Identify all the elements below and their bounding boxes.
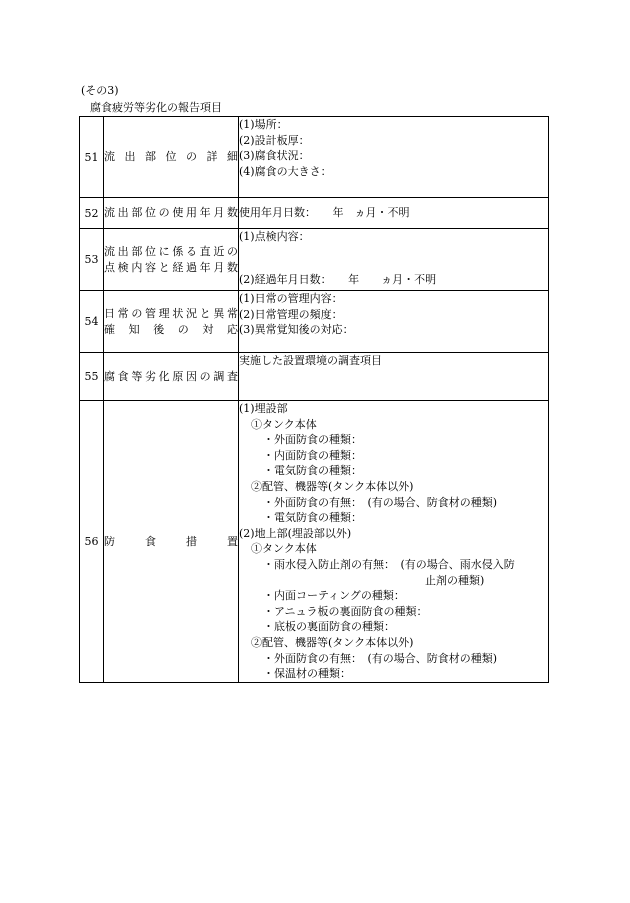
row-number: 53 [80, 229, 104, 291]
detail-line: ・外面防食の有無： (有の場合、防食材の種類) [263, 651, 498, 665]
row-item [104, 291, 239, 353]
row-details [239, 198, 549, 229]
detail-line: 止剤の種類) [425, 573, 485, 587]
row-details [239, 401, 549, 683]
row-details [239, 229, 549, 291]
detail-line: ・雨水侵入防止剤の有無： (有の場合、雨水侵入防 [263, 557, 515, 571]
detail-line: ①タンク本体 [251, 417, 317, 431]
row-details [239, 291, 549, 353]
row-details [239, 117, 549, 198]
detail-line: 使用年月日数： 年 ヵ月・不明 [239, 206, 410, 220]
detail-line: (1)日常の管理内容： [239, 292, 343, 305]
row-details [239, 353, 549, 401]
row-number: 51 [80, 117, 104, 198]
detail-line: (1)埋設部 [239, 402, 288, 415]
table-row [80, 198, 549, 229]
detail-line: (2)地上部(埋設部以外) [239, 526, 352, 540]
detail-line: ・アニュラ板の裏面防食の種類： [263, 604, 428, 618]
table-row [80, 291, 549, 353]
row-item-text: 腐食等劣化原因の調査 [104, 369, 238, 383]
detail-line: ・電気防食の種類： [263, 464, 362, 478]
detail-line: 実施した設置環境の調査項目 [239, 354, 382, 367]
detail-line: (2)経過年月日数： 年 ヵ月・不明 [239, 272, 437, 286]
detail-line: ・底板の裏面防食の種類： [263, 620, 395, 634]
detail-line: ・保温材の種類： [263, 667, 351, 681]
row-item [104, 198, 239, 229]
detail-line: (2)日常管理の頻度： [239, 307, 343, 321]
detail-line: (1)点検内容： [239, 230, 310, 243]
detail-line: ②配管、機器等(タンク本体以外) [251, 479, 414, 493]
row-item-text: 点検内容と経過年月数 [104, 260, 238, 274]
detail-line: (2)設計板厚： [239, 133, 310, 147]
detail-line: (3)異常覚知後の対応： [239, 323, 354, 337]
table-row [80, 401, 549, 683]
detail-line: (3)腐食状況： [239, 149, 310, 163]
row-number: 56 [80, 401, 104, 683]
detail-line: ①タンク本体 [251, 542, 317, 556]
row-item [104, 229, 239, 291]
detail-line: ・内面コーティングの種類： [263, 589, 405, 603]
row-item [104, 401, 239, 683]
table-row [80, 117, 549, 198]
detail-line: ・外面防食の種類： [263, 433, 362, 447]
report-items-table [79, 116, 549, 683]
row-item [104, 117, 239, 198]
row-item [104, 353, 239, 401]
row-item-text: 確 知 後 の 対 応 [104, 322, 238, 336]
row-number: 52 [80, 198, 104, 229]
table-row [80, 229, 549, 291]
report-heading: 腐食疲労等劣化の報告項目 [90, 101, 222, 114]
detail-line: ・内面防食の種類： [263, 448, 362, 462]
detail-line: (4)腐食の大きさ： [239, 164, 332, 178]
row-item-text: 防 食 措 置 [104, 534, 238, 548]
detail-line: (1)場所： [239, 118, 288, 131]
page-section-label: (その3) [81, 84, 119, 97]
table-row [80, 353, 549, 401]
row-item-text: 流出部位に係る直近の [104, 244, 238, 258]
detail-line: ・電気防食の種類： [263, 511, 362, 525]
row-item-text: 流 出 部 位 の 詳 細 [104, 150, 238, 164]
row-item-text: 日常の管理状況と異常 [104, 306, 238, 320]
detail-line: ・外面防食の有無： (有の場合、防食材の種類) [263, 495, 498, 509]
detail-line: ②配管、機器等(タンク本体以外) [251, 635, 414, 649]
row-number: 55 [80, 353, 104, 401]
row-number: 54 [80, 291, 104, 353]
row-item-text: 流出部位の使用年月数 [104, 206, 238, 220]
